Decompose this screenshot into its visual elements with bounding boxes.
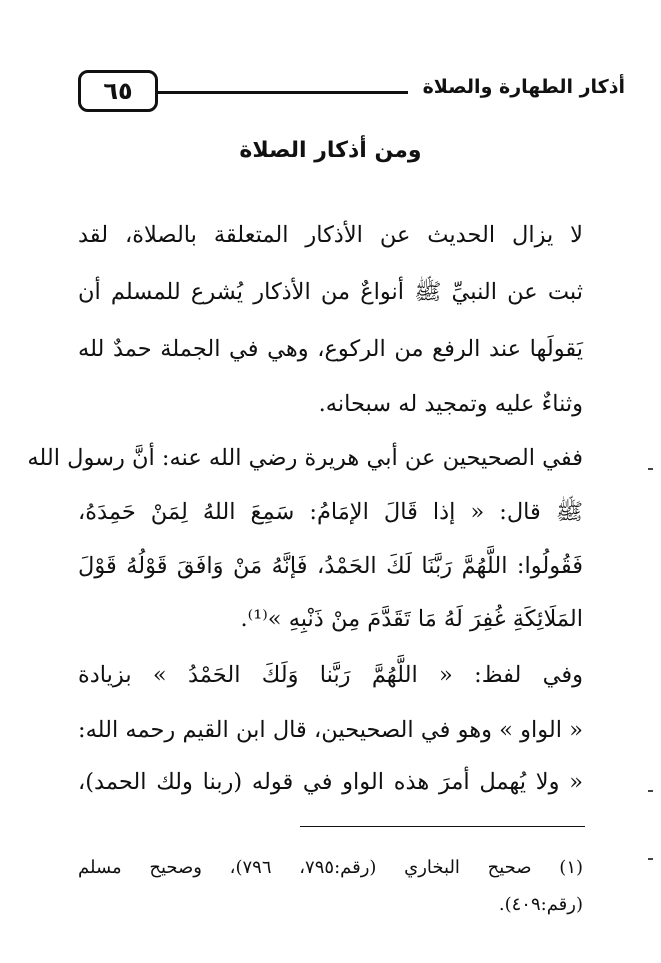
- body-line: وفي لفظ: « اللَّهُمَّ رَبَّنا وَلَكَ الحَمْدُ » بزيادة: [78, 662, 583, 688]
- body-line: ففي الصحيحين عن أبي هريرة رضي الله عنه: أنَّ رسول الله: [27, 445, 583, 471]
- body-line: ثبت عن النبيِّ ﷺ أنواعٌ من الأذكار يُشرع للمسلم أن: [78, 279, 583, 305]
- page-number: ٦٥: [78, 70, 158, 112]
- section-heading: ومن أذكار الصلاة: [239, 138, 422, 163]
- body-line: ﷺ قال: « إذا قَالَ الإمَامُ: سَمِعَ اللهُ لِمَنْ حَمِدَهُ،: [78, 499, 583, 525]
- body-line: يَقولَها عند الرفع من الركوع، وهي في الجملة حمدٌ لله: [78, 336, 583, 362]
- scan-edge-mark: [648, 858, 653, 860]
- running-title: أذكار الطهارة والصلاة: [422, 76, 625, 98]
- body-line: لا يزال الحديث عن الأذكار المتعلقة بالصلاة، لقد: [78, 222, 583, 248]
- body-line: المَلَائِكَةِ غُفِرَ لَهُ مَا تَقَدَّمَ مِنْ ذَنْبِهِ »⁽¹⁾.: [240, 606, 583, 632]
- footnote-rule: [300, 826, 585, 827]
- body-line: وثناءٌ عليه وتمجيد له سبحانه.: [318, 391, 583, 417]
- scan-edge-mark: [648, 790, 653, 792]
- footnote-line: (رقم:٤٠٩).: [498, 894, 583, 915]
- body-line: فَقُولُوا: اللَّهُمَّ رَبَّنَا لَكَ الحَمْدُ، فَإنَّهُ مَنْ وَافَقَ قَوْلُهُ قَوْلَ: [78, 553, 583, 579]
- body-line: « الواو » وهو في الصحيحين، قال ابن القيم رحمه الله:: [78, 717, 583, 743]
- scan-edge-mark: [648, 468, 653, 470]
- body-line: « ولا يُهمل أمرَ هذه الواو في قوله (ربنا ولك الحمد)،: [78, 769, 583, 795]
- footnote-line: (١) صحيح البخاري (رقم:٧٩٥، ٧٩٦)، وصحيح مسلم: [78, 857, 584, 878]
- header-rule: [158, 91, 408, 94]
